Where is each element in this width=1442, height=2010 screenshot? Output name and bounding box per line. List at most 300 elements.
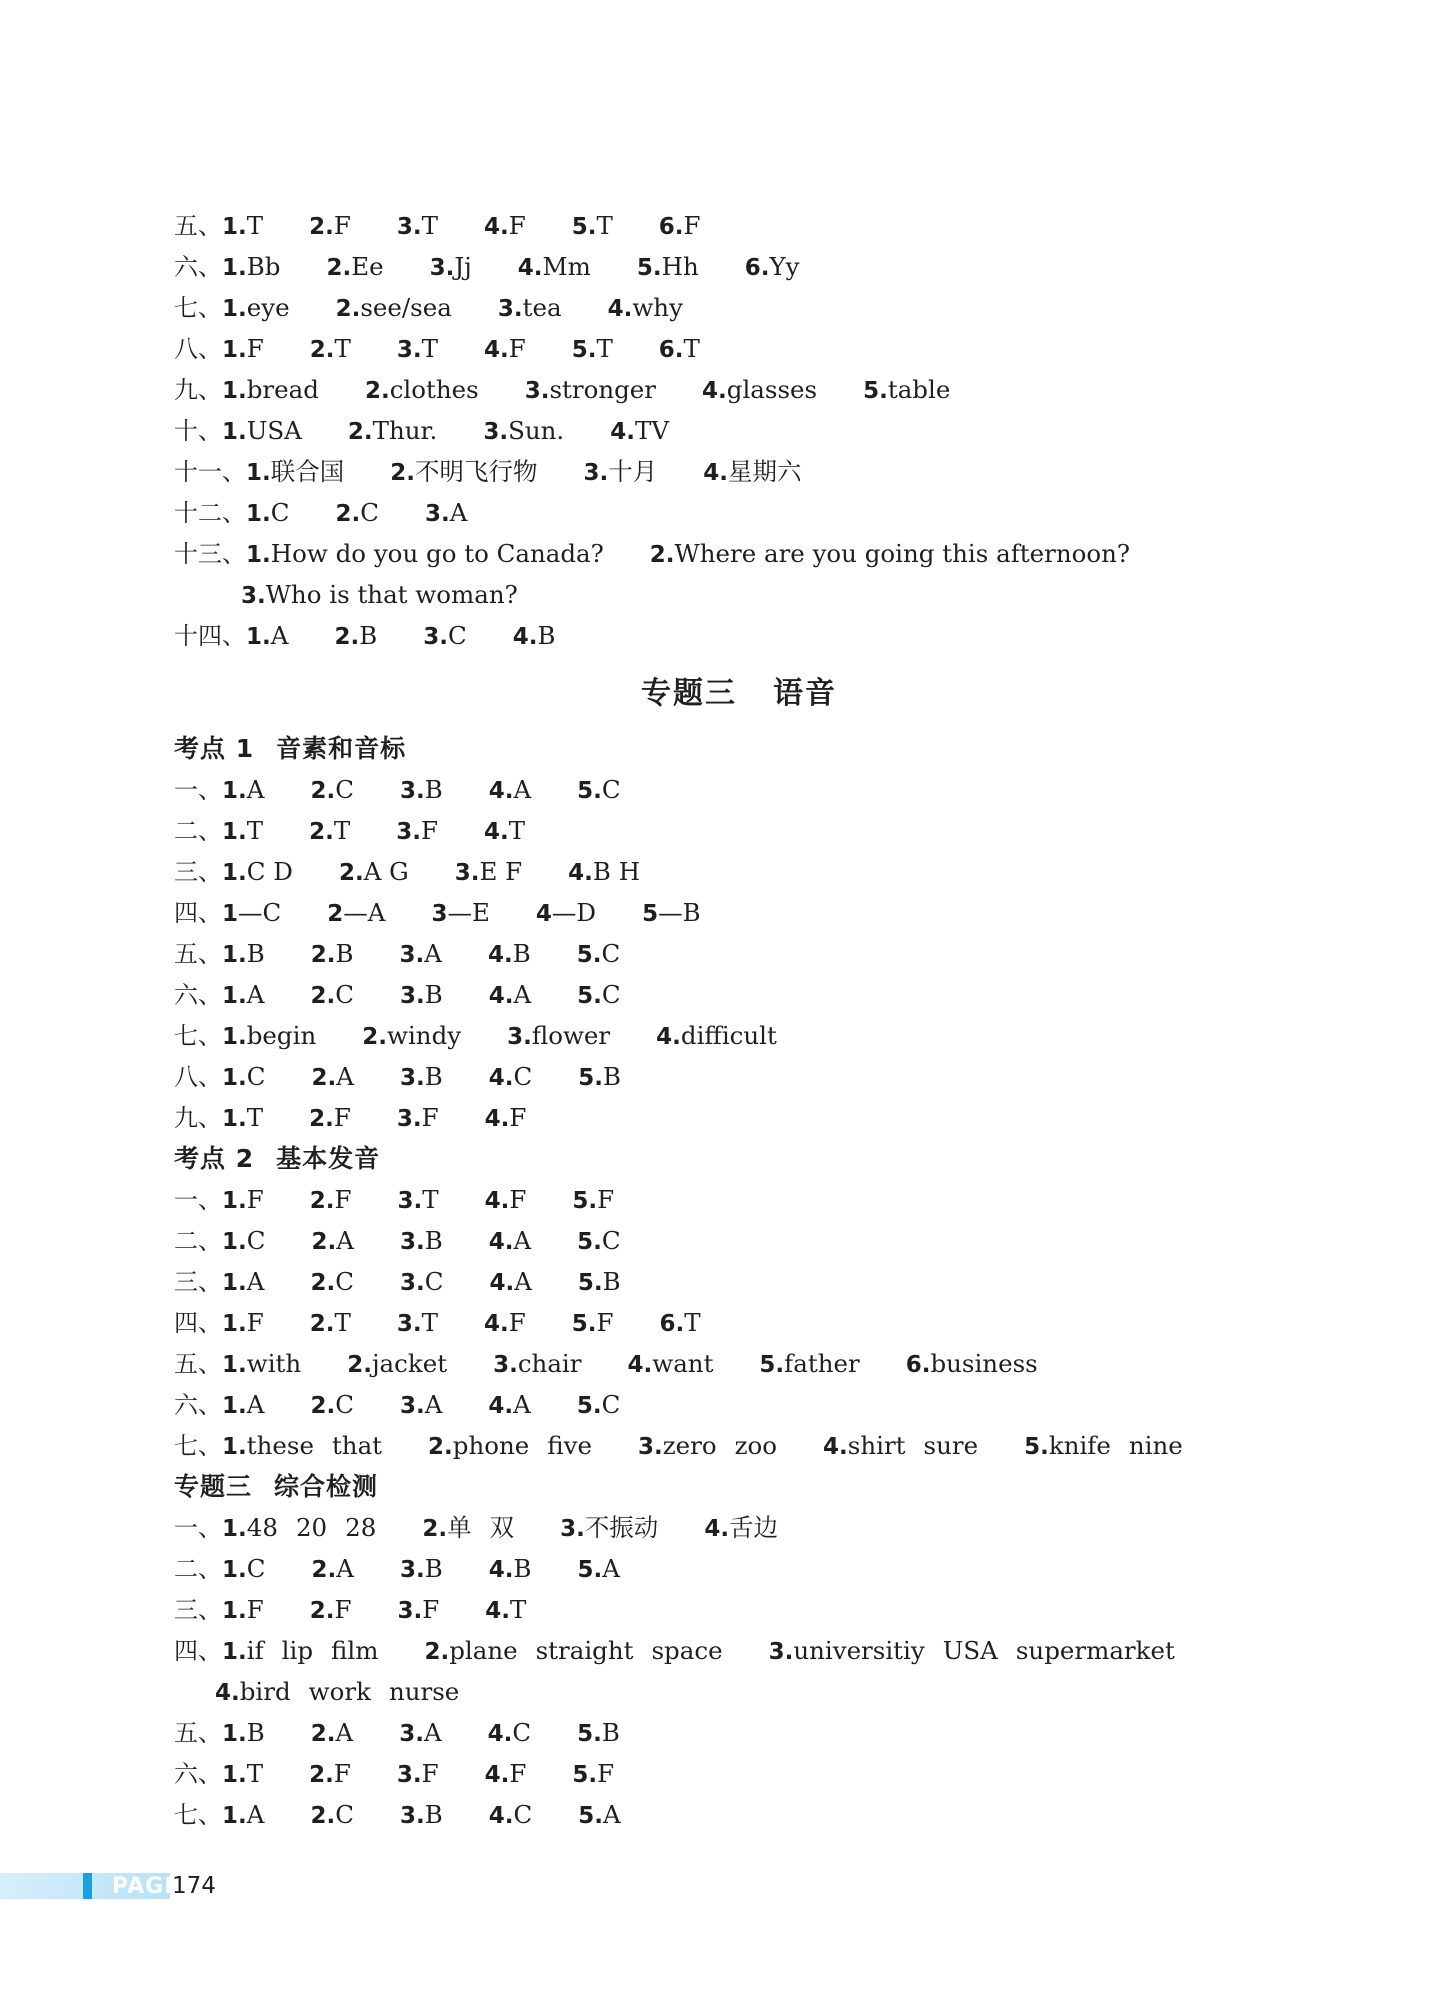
item-answer: C D	[246, 857, 293, 886]
answer-item	[312, 1554, 372, 1583]
answer-item	[222, 1226, 284, 1255]
answer-item	[222, 1185, 282, 1214]
item-answer: E F	[479, 857, 523, 886]
item-answer: C	[513, 1800, 533, 1829]
item-number: 1.	[222, 419, 247, 445]
answer-item	[400, 1800, 461, 1829]
item-number: 1.	[222, 1352, 247, 1378]
item-number: 4.	[488, 1065, 514, 1091]
item-number: 1.	[246, 542, 271, 568]
answer-item	[488, 939, 549, 968]
item-number: 6.	[744, 255, 770, 281]
question-number: 六、	[174, 1391, 222, 1419]
item-answer: Thur.	[372, 416, 438, 445]
item-number: 1.	[222, 1639, 247, 1665]
item-number: 1.	[222, 214, 247, 240]
item-answer: supermarket	[1015, 1636, 1175, 1665]
item-answer: A	[513, 775, 532, 804]
answer-line	[174, 974, 1304, 1015]
question-number: 九、	[174, 1104, 222, 1132]
item-answer: space	[651, 1636, 723, 1665]
answer-line	[174, 1097, 1304, 1138]
answer-item	[578, 1267, 639, 1296]
item-number: 3.	[396, 1311, 422, 1337]
item-number: 5.	[576, 1393, 602, 1419]
question-number: 八、	[174, 1063, 222, 1091]
answer-item	[400, 939, 460, 968]
answer-item	[222, 1349, 319, 1378]
item-number: 4.	[627, 1352, 653, 1378]
answer-item	[577, 1718, 638, 1747]
item-answer: A G	[363, 857, 409, 886]
item-answer: Sun.	[508, 416, 565, 445]
answer-item	[422, 1513, 532, 1542]
item-number: 4.	[483, 337, 509, 363]
question-number: 七、	[174, 294, 222, 322]
item-answer: T	[421, 211, 438, 240]
item-answer: —A	[343, 898, 386, 927]
item-number: 4.	[610, 419, 635, 445]
item-answer: A	[424, 939, 442, 968]
answer-item	[326, 252, 401, 281]
answer-item	[222, 1021, 334, 1050]
question-number: 二、	[174, 1227, 222, 1255]
item-answer: —C	[238, 898, 282, 927]
item-answer: table	[887, 375, 951, 404]
answer-item	[637, 252, 717, 281]
answer-block-1	[174, 205, 1304, 656]
item-answer: C	[601, 980, 621, 1009]
item-number: 3.	[768, 1639, 794, 1665]
item-answer: 不明飞行物	[415, 457, 538, 486]
item-number: 3.	[524, 378, 550, 404]
answer-item	[310, 1390, 372, 1419]
answer-item	[400, 1554, 461, 1583]
item-number: 1.	[222, 1721, 247, 1747]
answer-content	[174, 205, 1304, 1835]
item-answer: A	[513, 980, 532, 1009]
answer-item	[397, 211, 456, 240]
item-number: 4.	[702, 378, 727, 404]
answer-item	[484, 211, 544, 240]
subheading-label: 考点 1	[174, 734, 255, 763]
answer-item	[577, 1226, 639, 1255]
item-number: 1.	[222, 1762, 247, 1788]
item-number: 4.	[517, 255, 543, 281]
answer-line	[174, 1630, 1304, 1671]
answer-item	[215, 1677, 477, 1706]
answer-item	[863, 375, 968, 404]
item-answer: F	[333, 1759, 351, 1788]
answer-item	[638, 1431, 795, 1460]
answer-item	[498, 293, 580, 322]
item-number: 3.	[429, 255, 455, 281]
answer-item	[577, 775, 639, 804]
item-number: 5.	[576, 942, 602, 968]
answer-item	[572, 211, 631, 240]
answer-item	[484, 816, 543, 845]
item-answer: bread	[246, 375, 319, 404]
item-number: 2.	[428, 1434, 453, 1460]
item-number: 1.	[222, 1393, 247, 1419]
item-answer: A	[513, 1390, 531, 1419]
answer-item	[572, 1185, 632, 1214]
item-answer: work	[308, 1677, 371, 1706]
item-number: 4.	[607, 296, 633, 322]
item-number: 1.	[246, 460, 271, 486]
item-answer: 舌边	[729, 1513, 779, 1542]
item-number: 2.	[309, 1106, 334, 1132]
item-answer: A	[246, 1267, 265, 1296]
item-answer: B	[513, 1554, 532, 1583]
item-number: 3.	[399, 1270, 425, 1296]
answer-item	[311, 1718, 371, 1747]
answer-item	[396, 816, 456, 845]
item-number: 5.	[577, 1721, 602, 1747]
item-answer: universitiy	[793, 1636, 925, 1665]
answer-item	[222, 1267, 282, 1296]
item-answer: F	[422, 1595, 440, 1624]
item-answer: B	[602, 1062, 621, 1091]
answer-item	[309, 211, 369, 240]
answer-item	[536, 898, 614, 927]
answer-line	[174, 246, 1304, 287]
item-number: 5.	[578, 1803, 603, 1829]
item-number: 5	[642, 901, 659, 927]
item-answer: C	[601, 775, 621, 804]
question-number: 二、	[174, 1555, 222, 1583]
item-answer: B	[246, 1718, 265, 1747]
item-answer: F	[246, 334, 264, 363]
answer-item	[489, 1267, 549, 1296]
answer-item	[339, 857, 427, 886]
answer-item	[310, 980, 372, 1009]
answer-item	[431, 898, 507, 927]
subheading-comprehensive-test	[174, 1466, 1304, 1507]
answer-line	[174, 410, 1304, 451]
item-answer: B	[602, 1267, 621, 1296]
item-answer: —D	[551, 898, 597, 927]
item-answer: clothes	[389, 375, 479, 404]
answer-item	[222, 416, 320, 445]
answer-item	[309, 816, 368, 845]
answer-item	[309, 1759, 369, 1788]
item-answer: lip	[281, 1636, 314, 1665]
item-number: 2.	[326, 255, 352, 281]
answer-item	[485, 1103, 545, 1132]
answer-item	[400, 775, 461, 804]
item-answer: film	[331, 1636, 379, 1665]
item-number: 1.	[222, 778, 247, 804]
subheading-topic: 音素和音标	[276, 734, 407, 763]
item-number: 4.	[488, 983, 514, 1009]
answer-item	[488, 1390, 548, 1419]
answer-line	[174, 369, 1304, 410]
item-number: 5.	[572, 1762, 598, 1788]
item-number: 1.	[222, 255, 247, 281]
answer-item	[310, 1595, 370, 1624]
item-number: 4.	[487, 942, 513, 968]
answer-item	[430, 252, 490, 281]
item-number: 2.	[309, 1598, 335, 1624]
answer-item	[656, 1021, 795, 1050]
item-answer: T	[510, 1595, 527, 1624]
answer-line	[174, 287, 1304, 328]
item-number: 4.	[488, 1803, 514, 1829]
item-number: 3.	[425, 501, 450, 527]
answer-item	[312, 1226, 372, 1255]
answer-item	[222, 1636, 396, 1665]
answer-item	[222, 857, 311, 886]
answer-line	[174, 205, 1304, 246]
question-number: 六、	[174, 981, 222, 1009]
item-number: 2.	[390, 460, 415, 486]
answer-item	[489, 980, 549, 1009]
answer-item	[455, 857, 540, 886]
item-number: 1.	[222, 1598, 247, 1624]
item-number: 1.	[222, 1311, 247, 1337]
answer-item	[1024, 1431, 1201, 1460]
item-answer: difficult	[680, 1021, 777, 1050]
item-answer: C	[335, 1800, 354, 1829]
question-number: 八、	[174, 335, 222, 363]
item-answer: T	[508, 816, 526, 845]
item-number: 6.	[658, 214, 684, 240]
item-answer: USA	[246, 416, 302, 445]
answer-item	[398, 1185, 457, 1214]
subheading-pronunciation	[174, 1138, 1304, 1179]
answer-item	[560, 1513, 676, 1542]
item-answer: C	[512, 1718, 532, 1747]
answer-item	[485, 1185, 545, 1214]
item-number: 2.	[309, 1762, 334, 1788]
item-number: 4.	[703, 460, 728, 486]
item-answer: C	[424, 1267, 444, 1296]
answer-item	[222, 1759, 281, 1788]
item-number: 5.	[571, 337, 597, 363]
item-number: 3.	[399, 983, 425, 1009]
item-answer: zero	[662, 1431, 717, 1460]
item-answer: T	[246, 1103, 264, 1132]
answer-line	[174, 328, 1304, 369]
item-answer: windy	[386, 1021, 462, 1050]
item-number: 4.	[512, 624, 538, 650]
item-number: 1.	[222, 1065, 247, 1091]
answer-item	[246, 621, 306, 650]
section-title	[174, 664, 1304, 724]
item-answer: plane	[449, 1636, 518, 1665]
item-answer: stronger	[549, 375, 657, 404]
item-answer: glasses	[726, 375, 818, 404]
item-answer: these	[246, 1431, 314, 1460]
item-number: 5.	[863, 378, 888, 404]
answer-item	[334, 621, 395, 650]
question-number: 四、	[174, 1637, 222, 1665]
answer-line	[174, 1343, 1304, 1384]
answer-item	[759, 1349, 877, 1378]
item-number: 3.	[399, 942, 425, 968]
item-answer: T	[334, 1308, 351, 1337]
answer-line	[174, 769, 1304, 810]
answer-item	[310, 1308, 369, 1337]
item-answer: T	[596, 334, 613, 363]
answer-item	[489, 1062, 551, 1091]
item-number: 3.	[399, 1803, 425, 1829]
answer-item	[222, 898, 299, 927]
item-answer: A	[423, 1718, 442, 1747]
subheading-label: 专题三	[174, 1472, 253, 1501]
item-number: 4.	[823, 1434, 848, 1460]
answer-item	[222, 293, 308, 322]
item-answer: How do you go to Canada?	[270, 539, 604, 568]
item-answer: A	[246, 1800, 265, 1829]
answer-item	[222, 1513, 394, 1542]
answer-item	[489, 775, 549, 804]
answer-item	[584, 457, 676, 486]
page-footer	[0, 1873, 240, 1899]
answer-item	[397, 1759, 457, 1788]
item-answer: A	[335, 1718, 354, 1747]
answer-item	[365, 375, 497, 404]
item-answer: C	[246, 1226, 266, 1255]
item-answer: 单	[447, 1513, 472, 1542]
answer-item	[906, 1349, 1056, 1378]
item-number: 2.	[362, 1024, 387, 1050]
answer-item	[336, 498, 398, 527]
answer-item	[336, 293, 470, 322]
answer-line	[174, 1056, 1304, 1097]
item-number: 4.	[487, 1721, 513, 1747]
answer-item	[310, 1800, 372, 1829]
question-number: 一、	[174, 776, 222, 804]
item-answer: B	[424, 1800, 443, 1829]
question-number: 五、	[174, 212, 222, 240]
item-answer: see/sea	[360, 293, 452, 322]
item-answer: 48	[246, 1513, 278, 1542]
answer-item	[222, 1431, 400, 1460]
answer-item	[222, 1718, 283, 1747]
item-number: 1.	[246, 624, 271, 650]
item-answer: C	[335, 1390, 354, 1419]
item-answer: if	[246, 1636, 264, 1665]
answer-line	[174, 574, 1304, 615]
question-number: 五、	[174, 940, 222, 968]
answer-item	[400, 1267, 462, 1296]
item-number: 2.	[335, 296, 361, 322]
item-number: 2.	[310, 1393, 336, 1419]
item-answer: F	[597, 1185, 615, 1214]
answer-item	[222, 775, 282, 804]
answer-line	[174, 1015, 1304, 1056]
item-number: 4.	[568, 860, 593, 886]
item-number: 5.	[1024, 1434, 1049, 1460]
answer-item	[702, 375, 835, 404]
answer-item	[400, 1390, 460, 1419]
item-answer: C	[601, 939, 621, 968]
item-number: 3.	[483, 419, 509, 445]
answer-item	[745, 252, 818, 281]
answer-item	[488, 1718, 550, 1747]
item-answer: C	[335, 775, 354, 804]
answer-item	[310, 1267, 372, 1296]
answer-block-2	[174, 769, 1304, 1138]
item-answer: want	[652, 1349, 714, 1378]
answer-item	[577, 980, 639, 1009]
item-number: 3.	[454, 860, 480, 886]
item-number: 3.	[399, 1393, 425, 1419]
answer-item	[572, 1759, 632, 1788]
answer-item	[399, 1718, 459, 1747]
answer-item	[397, 334, 456, 363]
item-answer: A	[424, 1390, 443, 1419]
answer-item	[246, 498, 308, 527]
item-answer: —E	[447, 898, 490, 927]
answer-item	[572, 1308, 632, 1337]
answer-item	[222, 816, 281, 845]
item-number: 5.	[577, 983, 602, 1009]
item-answer: B	[424, 1062, 443, 1091]
answer-item	[484, 1308, 544, 1337]
answer-item	[642, 898, 719, 927]
answer-block-3	[174, 1179, 1304, 1466]
item-answer: B	[335, 939, 354, 968]
footer-page-word: PAGE	[112, 1874, 181, 1899]
item-answer: A	[336, 1226, 354, 1255]
item-answer: T	[246, 1759, 264, 1788]
answer-line	[174, 1425, 1304, 1466]
item-answer: A	[246, 775, 265, 804]
item-number: 3.	[399, 778, 425, 804]
item-answer: Ee	[351, 252, 384, 281]
answer-line	[174, 533, 1304, 574]
item-answer: eye	[246, 293, 290, 322]
item-answer: F	[509, 1185, 527, 1214]
item-number: 5.	[577, 778, 602, 804]
item-answer: F	[333, 1103, 351, 1132]
item-number: 3.	[396, 1106, 422, 1132]
item-number: 3.	[396, 819, 421, 845]
answer-item	[489, 1554, 550, 1583]
answer-item	[222, 1554, 284, 1583]
answer-item	[398, 1595, 458, 1624]
item-answer: C	[335, 980, 354, 1009]
answer-item	[400, 980, 461, 1009]
answer-item	[704, 1513, 796, 1542]
item-number: 4.	[488, 1229, 514, 1255]
item-number: 2.	[347, 419, 373, 445]
question-number: 一、	[174, 1514, 222, 1542]
answer-item	[400, 1062, 461, 1091]
item-answer: F	[420, 816, 438, 845]
answer-item	[309, 1103, 369, 1132]
answer-item	[424, 1636, 740, 1665]
answer-item	[400, 1226, 461, 1255]
item-number: 3.	[583, 460, 609, 486]
item-number: 1.	[222, 1270, 247, 1296]
item-number: 4.	[215, 1680, 240, 1706]
item-answer: F	[421, 1103, 439, 1132]
item-answer: shirt	[847, 1431, 906, 1460]
item-number: 4	[535, 901, 552, 927]
answer-item	[347, 1349, 465, 1378]
answer-item	[222, 939, 283, 968]
answer-item	[222, 1103, 281, 1132]
item-answer: Jj	[454, 252, 472, 281]
item-number: 3.	[507, 1024, 532, 1050]
item-number: 2.	[309, 337, 335, 363]
answer-item	[572, 334, 631, 363]
answer-item	[222, 334, 282, 363]
